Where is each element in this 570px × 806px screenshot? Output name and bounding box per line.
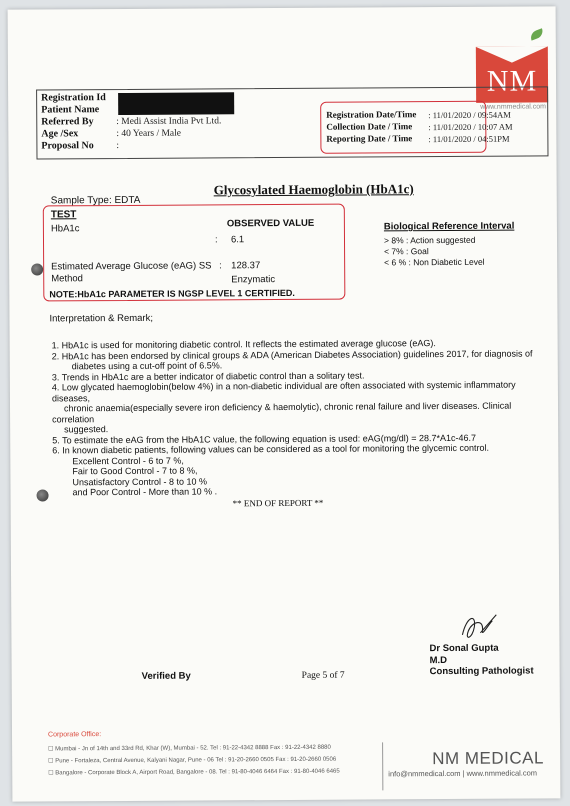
label-collection-date: Collection Date / Time	[326, 121, 413, 132]
proposal-no-value: :	[116, 141, 120, 152]
test-column-header: TEST	[50, 209, 77, 221]
test-method: Method	[51, 273, 83, 285]
verified-by: Verified By	[141, 670, 191, 682]
value-method: Enzymatic	[231, 274, 276, 286]
office-bangalore: ☐ Bangalore - Corporate Block A, Airport Road, Bangalore - 08. Tel : 91-80-4046 6464 Fax : 91-80-4046 6465	[48, 768, 340, 777]
referred-by-value: : Medi Assist India Pvt Ltd.	[116, 116, 222, 128]
label-patient-name: Patient Name	[41, 104, 100, 116]
report-title: Glycosylated Haemoglobin (HbA1c)	[213, 181, 414, 198]
collection-date-value: : 11/01/2020 / 10:07 AM	[428, 121, 513, 133]
nm-logo: NM	[476, 46, 548, 102]
signatory-role: Consulting Pathologist	[429, 665, 534, 678]
remark-line: and Poor Control - More than 10 % .	[72, 486, 218, 498]
signature-mark	[456, 609, 502, 645]
remark-line: 5. To estimate the eAG from the HbA1C value, the following equation is used: eAG(mg/dl) = 28.7*A1c-46.7	[52, 432, 477, 445]
remark-line: Fair to Good Control - 7 to 8 %,	[72, 465, 198, 477]
footer-contact: info@nmmedical.com | www.nmmedical.com	[388, 768, 538, 779]
value-hba1c: 6.1	[230, 234, 245, 246]
page-number: Page 5 of 7	[301, 670, 345, 681]
remark-line: 6. In known diabetic patients, following values can be considered as a tool for monitoring the glycemic control.	[52, 442, 490, 456]
corporate-heading: Corporate Office:	[47, 731, 102, 739]
remark-line: 1. HbA1c is used for monitoring diabetic control. It reflects the estimated average glucose (eAG).	[51, 338, 436, 351]
punch-hole-top	[31, 263, 43, 275]
remark-line: diabetes using a cut-off point of 6.5%.	[71, 360, 223, 372]
registration-date-value: : 11/01/2020 / 09:54AM	[428, 109, 511, 121]
value-eag: 128.37	[231, 260, 261, 272]
remark-line: chronic anaemia(especially severe iron deficiency & haemolytic), chronic renal failure and liver diseases. Clinical	[63, 400, 512, 414]
ngsp-note: NOTE:HbA1c PARAMETER IS NGSP LEVEL 1 CERTIFIED.	[49, 287, 295, 300]
label-registration-id: Registration Id	[41, 92, 106, 104]
ref-line-1: > 8% : Action suggested	[383, 234, 476, 246]
office-mumbai: ☐ Mumbai - Jn of 14th and 33rd Rd, Khar (W), Mumbai - 52. Tel : 91-22-4342 8888 Fax : 91-22-4342 8880	[48, 744, 331, 753]
report-page	[8, 6, 561, 801]
end-of-report: ** END OF REPORT **	[232, 497, 324, 509]
signatory-name: Dr Sonal Gupta	[429, 642, 499, 655]
ref-line-3: < 6 % : Non Diabetic Level	[384, 256, 485, 268]
remarks-list	[52, 337, 545, 498]
footer-brand: NM MEDICAL	[432, 748, 544, 769]
reference-header: Biological Reference Interval	[383, 220, 515, 233]
label-registration-date: Registration Date/Time	[326, 109, 417, 120]
leaf-icon	[529, 28, 545, 40]
sample-type: Sample Type: EDTA	[50, 194, 141, 207]
remark-line: Unsatisfactory Control - 8 to 10 %	[72, 475, 208, 487]
reporting-date-value: : 11/01/2020 / 04:51PM	[428, 133, 510, 145]
punch-hole-bottom	[37, 489, 49, 501]
label-referred-by: Referred By	[41, 116, 94, 128]
logo-notch	[476, 46, 548, 62]
remarks-heading: Interpretation & Remark;	[49, 312, 154, 325]
sep-hba1c: :	[214, 234, 218, 246]
office-pune: ☐ Pune - Fortaleza, Central Avenue, Kalyani Nagar, Pune - 06 Tel : 91-20-2660 0505 Fax : 91-20-2660 0506	[48, 756, 337, 765]
label-proposal-no: Proposal No	[41, 140, 94, 152]
footer-divider	[382, 742, 383, 790]
remark-line: 3. Trends in HbA1c are a better indicator of diabetic control than a solitary test.	[51, 370, 365, 382]
logo-website: www.nmmedical.com	[480, 103, 546, 111]
remark-line: correlation	[52, 413, 95, 424]
remark-line: Excellent Control - 6 to 7 %,	[72, 455, 184, 466]
redacted-id-name	[118, 92, 234, 115]
label-reporting-date: Reporting Date / Time	[326, 133, 413, 144]
sep-eag: :	[219, 260, 222, 272]
remark-line: 2. HbA1c has been endorsed by clinical groups & ADA (American Diabetes Association) guidelines 2017, for diagnosis of	[51, 347, 533, 361]
remark-line: 4. Low glycated haemoglobin(below 4%) in a non-diabetic individual are often associated with systemic inflammatory	[51, 379, 516, 393]
remark-line: diseases,	[51, 392, 91, 403]
test-eag: Estimated Average Glucose (eAG) SS	[51, 260, 212, 273]
remark-line: suggested.	[64, 424, 109, 435]
label-age-sex: Age /Sex	[41, 128, 79, 140]
ref-line-2: < 7% : Goal	[384, 246, 429, 257]
signatory-degree: M.D	[429, 655, 448, 667]
test-hba1c: HbA1c	[50, 223, 80, 235]
observed-value-header: OBSERVED VALUE	[226, 217, 315, 230]
age-sex-value: : 40 Years / Male	[116, 128, 182, 140]
